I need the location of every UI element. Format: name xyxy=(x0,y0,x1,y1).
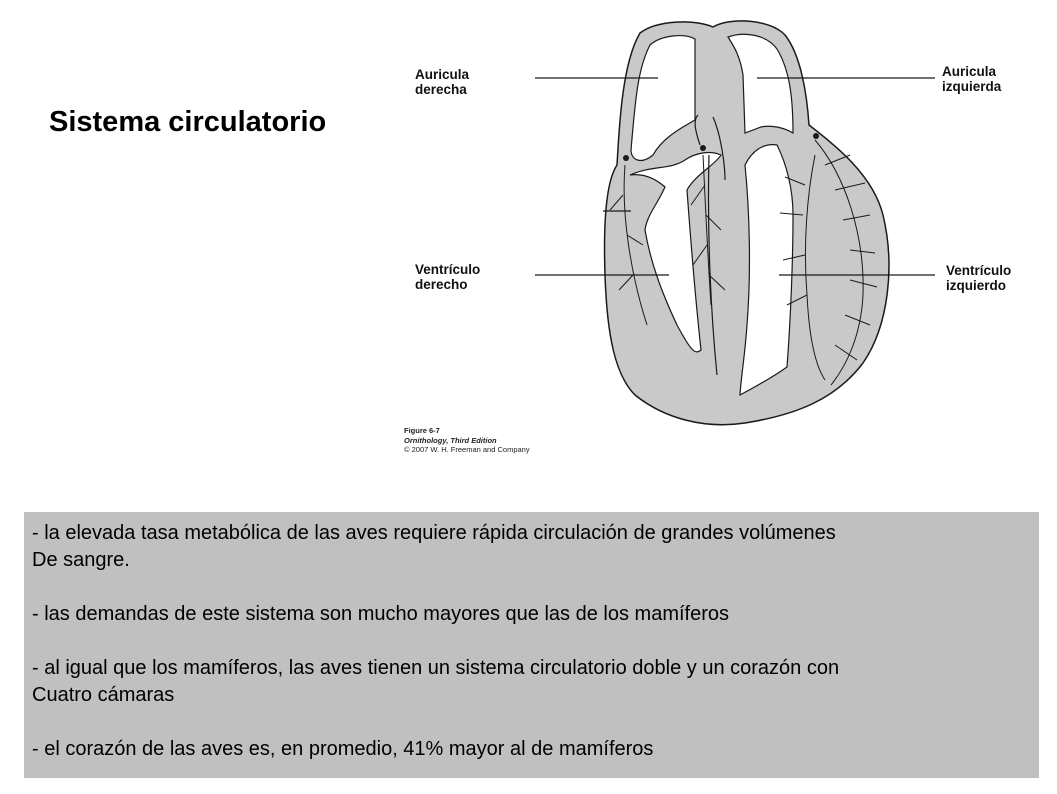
label-auricula-derecha xyxy=(415,67,469,97)
notes-box xyxy=(24,512,1039,778)
label-ventriculo-derecho-line2: derecho xyxy=(415,277,468,292)
label-auricula-izquierda-line1: Auricula xyxy=(942,64,997,79)
caption-copyright: © 2007 W. H. Freeman and Company xyxy=(404,445,530,454)
slide-title: Sistema circulatorio xyxy=(49,106,327,138)
figure-caption xyxy=(404,426,530,455)
label-auricula-izquierda-line2: izquierda xyxy=(942,79,1002,94)
note-line: Cuatro cámaras xyxy=(32,684,175,706)
label-ventriculo-derecho xyxy=(415,262,480,292)
note-bullet xyxy=(32,736,1039,763)
note-line: De sangre. xyxy=(32,549,130,571)
note-bullet xyxy=(32,655,1039,709)
label-auricula-derecha-line1: Auricula xyxy=(415,67,470,82)
note-bullet xyxy=(32,520,1039,574)
label-ventriculo-izquierdo xyxy=(946,263,1011,293)
note-bullet xyxy=(32,601,1039,628)
note-line: - el corazón de las aves es, en promedio, 41% mayor al de mamíferos xyxy=(32,738,654,760)
caption-book-title: Ornithology, Third Edition xyxy=(404,435,497,445)
label-ventriculo-izquierdo-line2: izquierdo xyxy=(946,278,1006,293)
note-line: - al igual que los mamíferos, las aves tienen un sistema circulatorio doble y un corazón con xyxy=(32,657,840,679)
label-ventriculo-derecho-line1: Ventrículo xyxy=(415,262,481,277)
heart-diagram xyxy=(395,15,1057,465)
label-auricula-izquierda xyxy=(942,64,1001,94)
caption-figure-number: Figure 6-7 xyxy=(404,426,440,435)
note-line: - las demandas de este sistema son mucho mayores que las de los mamíferos xyxy=(32,603,729,625)
label-ventriculo-izquierdo-line1: Ventrículo xyxy=(946,263,1012,278)
note-line: - la elevada tasa metabólica de las aves requiere rápida circulación de grandes volúmenes xyxy=(32,522,836,544)
label-auricula-derecha-line2: derecha xyxy=(415,82,467,97)
